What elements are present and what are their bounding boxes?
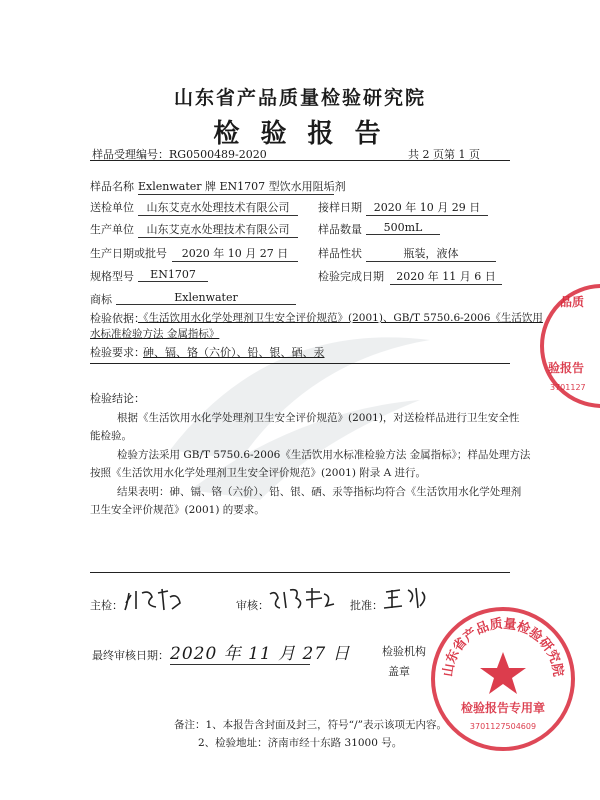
state-value: 瓶装，液体 (366, 245, 496, 262)
page-info: 共 2 页第 1 页 (408, 148, 480, 161)
stamp-star-icon (480, 652, 526, 694)
producer-label: 生产单位 (90, 223, 134, 236)
side-stamp-text-2: 验报告 (548, 361, 585, 375)
conclusion-p1-line1: 根据《生活饮用水化学处理剂卫生安全评价规范》(2001)，对送检样品进行卫生安全性 (117, 412, 520, 424)
conclusion-heading: 检验结论： (90, 392, 145, 405)
basis-line-2: 水标准检验方法 金属指标》 (90, 328, 220, 340)
producer-value: 山东艾克水处理技术有限公司 (138, 221, 298, 238)
model-value: EN1707 (138, 268, 208, 282)
requirement-label: 检验要求： (90, 346, 145, 359)
final-review-label: 最终审核日期： (92, 649, 169, 662)
stamp-subtext: 检验报告专用章 (460, 701, 546, 715)
quantity-value: 500mL (366, 221, 440, 235)
model-label: 规格型号 (90, 270, 134, 283)
agency-label-2: 盖章 (388, 665, 410, 678)
stamp-arc-text: 山东省产品质量检验研究院 (440, 616, 566, 678)
conclusion-divider (90, 572, 510, 573)
state-label: 样品性状 (318, 247, 362, 260)
conclusion-p2-line1: 检验方法采用 GB/T 5750.6-2006《生活饮用水标准检验方法 金属指标》；样品处理方法 (117, 449, 531, 461)
sender-label: 送检单位 (90, 201, 134, 214)
batch-value: 2020 年 10 月 27 日 (172, 245, 298, 262)
report-title: 检 验 报 告 (213, 119, 387, 149)
received-date-value: 2020 年 10 月 29 日 (366, 199, 488, 216)
sample-name-label: 样品名称 (90, 180, 134, 193)
fields-divider (90, 363, 510, 364)
agency-label-1: 检验机构 (382, 645, 426, 658)
note-line-1: 备注：1、本报告含封面及封三，符号“/”表示该项无内容。 (174, 719, 447, 731)
conclusion-p3-line2: 卫生安全评价规范》(2001) 的要求。 (90, 504, 265, 516)
finish-date-value: 2020 年 11 月 6 日 (390, 268, 502, 285)
sample-name-value: Exlenwater 牌 EN1707 型饮水用阻垢剂 (138, 180, 346, 193)
sender-value: 山东艾克水处理技术有限公司 (138, 199, 298, 216)
approver-signature (382, 584, 432, 612)
conclusion-p2-line2: 按照《生活饮用水化学处理剂卫生安全评价规范》(2001) 附录 A 进行。 (90, 467, 427, 479)
institute-name: 山东省产品质量检验研究院 (173, 87, 426, 109)
basis-label: 检验依据： (90, 312, 145, 325)
inspector-signature (122, 585, 187, 613)
side-stamp-text-1: 品质 (560, 295, 585, 309)
official-stamp (428, 604, 578, 754)
quantity-label: 样品数量 (318, 223, 362, 236)
receipt-number: 样品受理编号：RG0500489-2020 (92, 148, 267, 161)
finish-date-label: 检验完成日期 (318, 270, 384, 283)
note-line-2: 2、检验地址：济南市经十东路 31000 号。 (198, 737, 403, 749)
brand-label: 商标 (90, 293, 112, 306)
conclusion-p3-line1: 结果表明：砷、镉、铬（六价）、铅、银、硒、汞等指标均符合《生活饮用水化学处理剂 (117, 486, 522, 498)
side-stamp-number: 3701127 (550, 383, 586, 392)
side-stamp (530, 282, 600, 412)
reviewer-label: 审核： (236, 599, 269, 612)
batch-label: 生产日期或批号 (90, 247, 167, 260)
brand-value: Exlenwater (116, 291, 296, 305)
stamp-number: 3701127504609 (469, 722, 537, 731)
received-date-label: 接样日期 (318, 201, 362, 214)
inspector-label: 主检： (90, 599, 123, 612)
reviewer-signature (266, 584, 338, 612)
conclusion-p1-line2: 能检验。 (90, 430, 132, 442)
requirement-value: 砷、镉、铬（六价）、铅、银、硒、汞 (143, 346, 325, 359)
basis-line-1: 《生活饮用水化学处理剂卫生安全评价规范》(2001)、GB/T 5750.6-2006《生活饮用 (138, 312, 543, 324)
approver-label: 批准： (350, 599, 383, 612)
final-review-date: 2020 年 11 月 27 日 (170, 639, 310, 665)
header-divider (90, 160, 510, 161)
